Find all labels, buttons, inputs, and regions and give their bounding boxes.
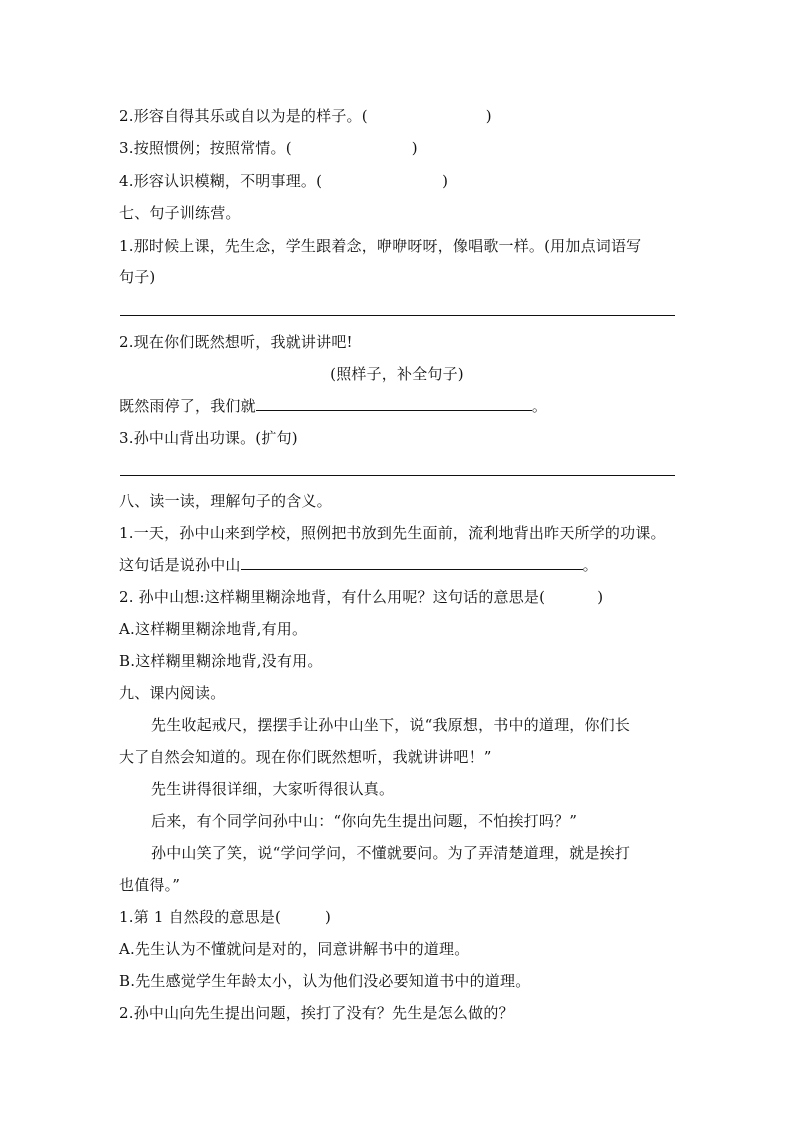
reading-paragraph-1-line-1: 先生收起戒尺，摆摆手让孙中山坐下，说“我原想，书中的道理，你们长	[151, 716, 631, 734]
vocab-question-2: 2.形容自得其乐或自以为是的样子。( )	[119, 107, 492, 125]
s8-option-b: B.这样糊里糊涂地背,没有用。	[119, 652, 323, 670]
s9-question-2: 2.孙中山向先生提出问题，挨打了没有？先生是怎么做的？	[119, 1004, 514, 1022]
section-8-heading: 八、读一读，理解句子的含义。	[119, 492, 332, 510]
vocab-question-4: 4.形容认识模糊，不明事理。( )	[119, 172, 449, 190]
s7-answer-line-1[interactable]	[120, 315, 675, 316]
s9-option-b: B.先生感觉学生年龄太小，认为他们没必要知道书中的道理。	[119, 972, 531, 990]
s7-question-1-line-2: 句子)	[119, 268, 156, 286]
section-9-heading: 九、课内阅读。	[119, 684, 226, 702]
s8-question-2: 2. 孙中山想:这样糊里糊涂地背，有什么用呢？这句话的意思是( )	[119, 588, 604, 606]
s8-fill-blank[interactable]	[241, 555, 583, 570]
s7-question-2-fill: 既然雨停了，我们就 。	[119, 397, 548, 415]
reading-paragraph-3: 后来，有个同学问孙中山：“你向先生提出问题，不怕挨打吗？”	[151, 812, 578, 830]
s7-question-2: 2.现在你们既然想听，我就讲讲吧!	[119, 333, 353, 351]
reading-paragraph-4-line-1: 孙中山笑了笑，说“学问学问，不懂就要问。为了弄清楚道理，就是挨打	[151, 844, 631, 862]
s8-question-1-fill: 这句话是说孙中山 。	[119, 556, 598, 574]
s7-question-1-line-1: 1.那时候上课，先生念，学生跟着念，咿咿呀呀，像唱歌一样。(用加点词语写	[119, 237, 642, 255]
s9-question-1: 1.第 1 自然段的意思是( )	[119, 908, 332, 926]
reading-paragraph-1-line-2: 大了自然会知道的。现在你们既然想听，我就讲讲吧！”	[119, 748, 492, 766]
reading-paragraph-4-line-2: 也值得。”	[119, 876, 181, 894]
s7-fill-blank[interactable]	[256, 396, 532, 411]
vocab-question-3: 3.按照惯例；按照常情。( )	[119, 139, 418, 157]
s8-option-a: A.这样糊里糊涂地背,有用。	[119, 620, 308, 638]
section-7-heading: 七、句子训练营。	[119, 204, 241, 222]
s8-question-1: 1.一天，孙中山来到学校，照例把书放到先生面前，流利地背出昨天所学的功课。	[119, 524, 666, 542]
reading-paragraph-2: 先生讲得很详细，大家听得很认真。	[151, 780, 395, 798]
s9-option-a: A.先生认为不懂就问是对的，同意讲解书中的道理。	[119, 940, 470, 958]
s7-answer-line-3[interactable]	[120, 475, 675, 476]
s7-question-2-hint: (照样子，补全句子)	[330, 365, 464, 383]
s7-question-3: 3.孙中山背出功课。(扩句)	[119, 429, 298, 447]
